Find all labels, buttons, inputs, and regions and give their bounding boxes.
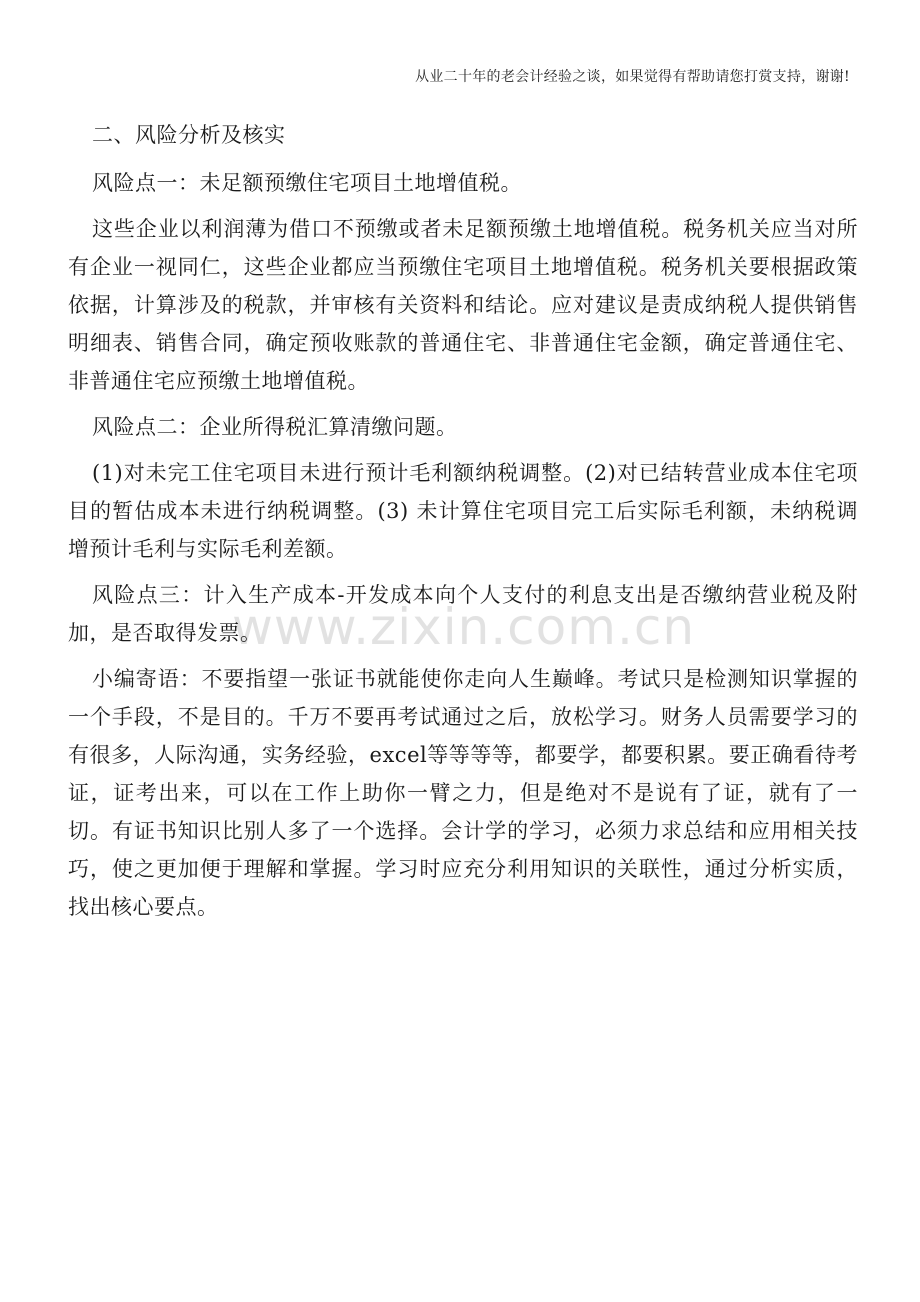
risk3-body: 风险点三：计入生产成本-开发成本向个人支付的利息支出是否缴纳营业税及附加，是否取得发票。 (68, 583, 858, 645)
watermark: www.zixin.com.cn (232, 598, 696, 656)
risk1-title: 风险点一：未足额预缴住宅项目土地增值税。 (92, 171, 522, 195)
risk2-body: (1)对未完工住宅项目未进行预计毛利额纳税调整。(2)对已结转营业成本住宅项目的暂估成本未进行纳税调整。(3) 未计算住宅项目完工后实际毛利额，未纳税调增预计毛利与实际毛利差额。 (68, 461, 858, 561)
header-note: 从业二十年的老会计经验之谈，如果觉得有帮助请您打赏支持，谢谢! (415, 69, 850, 85)
risk2-title: 风险点二：企业所得税汇算清缴问题。 (92, 415, 458, 439)
risk1-body: 这些企业以利润薄为借口不预缴或者未足额预缴土地增值税。税务机关应当对所有企业一视同仁，这些企业都应当预缴住宅项目土地增值税。税务机关要根据政策依据，计算涉及的税款，并审核有关资料和结论。应对建议是责成纳税人提供销售明细表、销售合同，确定预收账款的普通住宅、非普通住宅金额，确定普通住宅、非普通住宅应预缴土地增值税。 (68, 217, 858, 393)
editor-note: 小编寄语：不要指望一张证书就能使你走向人生巅峰。考试只是检测知识掌握的一个手段，不是目的。千万不要再考试通过之后，放松学习。财务人员需要学习的有很多，人际沟通，实务经验，excel等等等等，都要学，都要积累。要正确看待考证，证考出来，可以在工作上助你一臂之力，但是绝对不是说有了证，就有了一切。有证书知识比别人多了一个选择。会计学的学习，必须力求总结和应用相关技巧，使之更加便于理解和掌握。学习时应充分利用知识的关联性，通过分析实质，找出核心要点。 (68, 667, 858, 919)
section-heading: 二、风险分析及核实 (92, 123, 286, 147)
document-body (68, 116, 858, 934)
